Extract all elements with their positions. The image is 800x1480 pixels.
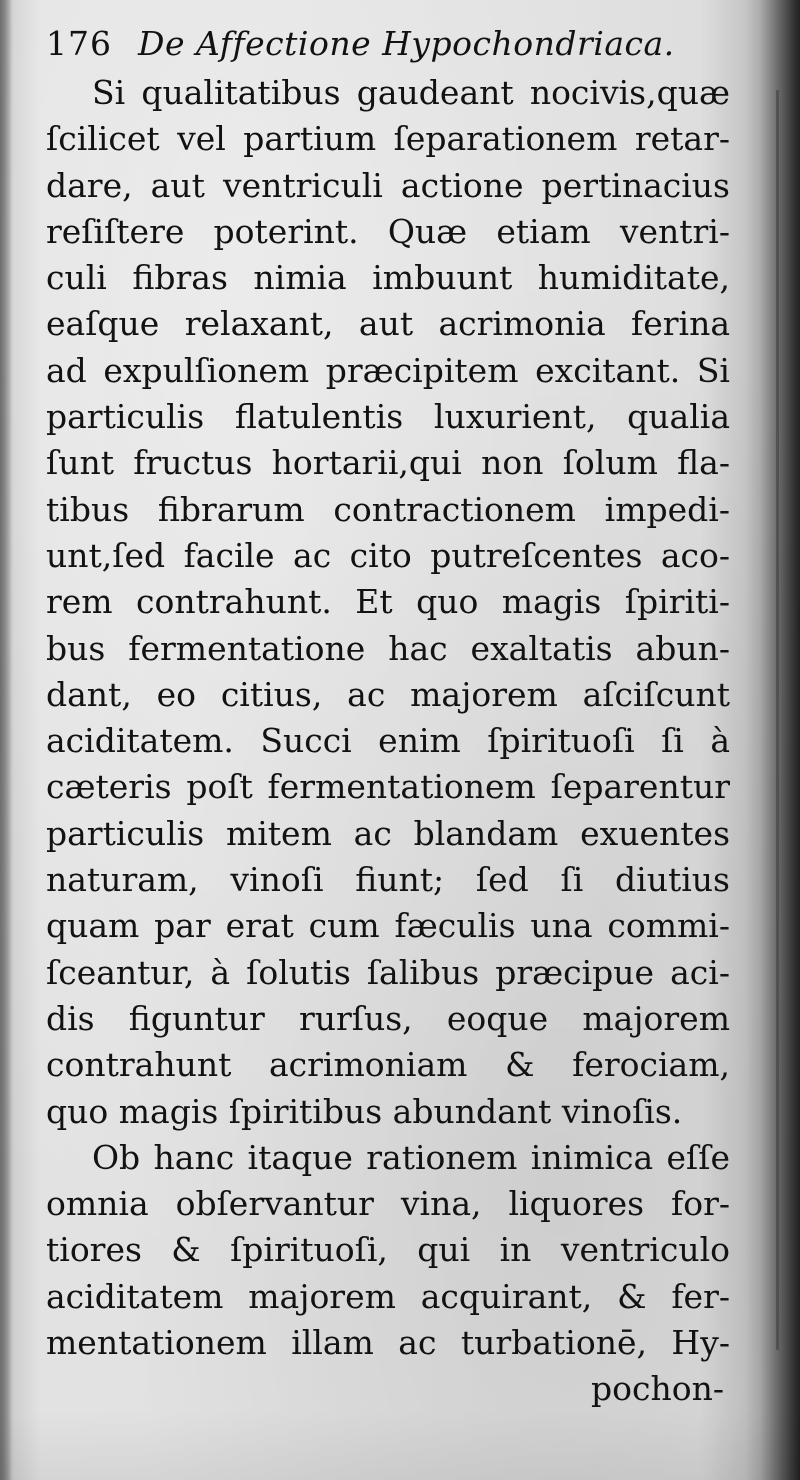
text-block bbox=[46, 18, 730, 1413]
page-bottom-shade bbox=[0, 1410, 800, 1480]
binding-gutter-shadow bbox=[760, 0, 800, 1480]
paragraph-2 bbox=[46, 1135, 730, 1366]
text-line: particulis mitem ac blandam exuentes bbox=[46, 813, 730, 853]
text-line: ad expulſionem præcipitem excitant. Si bbox=[46, 350, 730, 390]
text-line: ſcilicet vel partium ſeparationem retar- bbox=[46, 119, 730, 159]
text-line: aciditatem. Succi enim ſpirituoſi ſi à bbox=[46, 721, 730, 761]
text-line: culi fibras nimia imbuunt humiditate, bbox=[46, 258, 730, 298]
text-line: eaſque relaxant, aut acrimonia ferina bbox=[46, 304, 730, 344]
running-head: De Affectione Hypochondriaca. bbox=[138, 24, 675, 63]
text-line: ſunt fructus hortarii,qui non ſolum fla- bbox=[46, 443, 730, 483]
text-line: quam par erat cum fæculis una commi- bbox=[46, 906, 730, 946]
text-line: rem contrahunt. Et quo magis ſpiriti- bbox=[46, 582, 730, 622]
page-left-edge-shadow bbox=[0, 0, 12, 1480]
text-line: dis figuntur rurſus, eoque majorem bbox=[46, 998, 730, 1038]
text-line: Si qualitatibus gaudeant nocivis,quæ bbox=[92, 73, 730, 112]
text-line: omnia obſervantur vina, liquores for- bbox=[46, 1184, 730, 1224]
text-line: ſceantur, à ſolutis ſalibus præcipue aci- bbox=[46, 952, 730, 992]
text-line: cæteris poſt fermentationem ſeparentur bbox=[46, 767, 730, 807]
text-line: particulis flatulentis luxurient, qualia bbox=[46, 397, 730, 437]
text-line: Ob hanc itaque rationem inimica eſſe bbox=[92, 1137, 730, 1177]
page-number: 176 bbox=[46, 24, 112, 63]
text-line: tiores & ſpirituoſi, qui in ventriculo bbox=[46, 1230, 730, 1270]
paragraph-1 bbox=[46, 70, 730, 1135]
text-line: bus fermentatione hac exaltatis abun- bbox=[46, 628, 730, 668]
text-line: contrahunt acrimoniam & ferociam, bbox=[46, 1045, 730, 1085]
text-line: mentationem illam ac turbationē, Hy- bbox=[46, 1323, 730, 1363]
text-line: quo magis ſpiritibus abundant vinoſis. bbox=[46, 1091, 683, 1131]
binding-gutter-line bbox=[776, 90, 779, 1350]
text-line: reſiſtere poterint. Quæ etiam ventri- bbox=[46, 211, 730, 251]
page-header bbox=[46, 18, 730, 70]
text-line: tibus fibrarum contractionem impedi- bbox=[46, 489, 730, 529]
text-line: dare, aut ventriculi actione pertinacius bbox=[46, 165, 730, 205]
text-line: naturam, vinoſi fiunt; ſed ſi diutius bbox=[46, 860, 730, 900]
text-line: dant, eo citius, ac majorem aſciſcunt bbox=[46, 674, 730, 714]
catchword: pochon- bbox=[591, 1369, 724, 1409]
text-line: aciditatem majorem acquirant, & fer- bbox=[46, 1276, 730, 1316]
text-line: unt,ſed facile ac cito putreſcentes aco- bbox=[46, 535, 730, 575]
